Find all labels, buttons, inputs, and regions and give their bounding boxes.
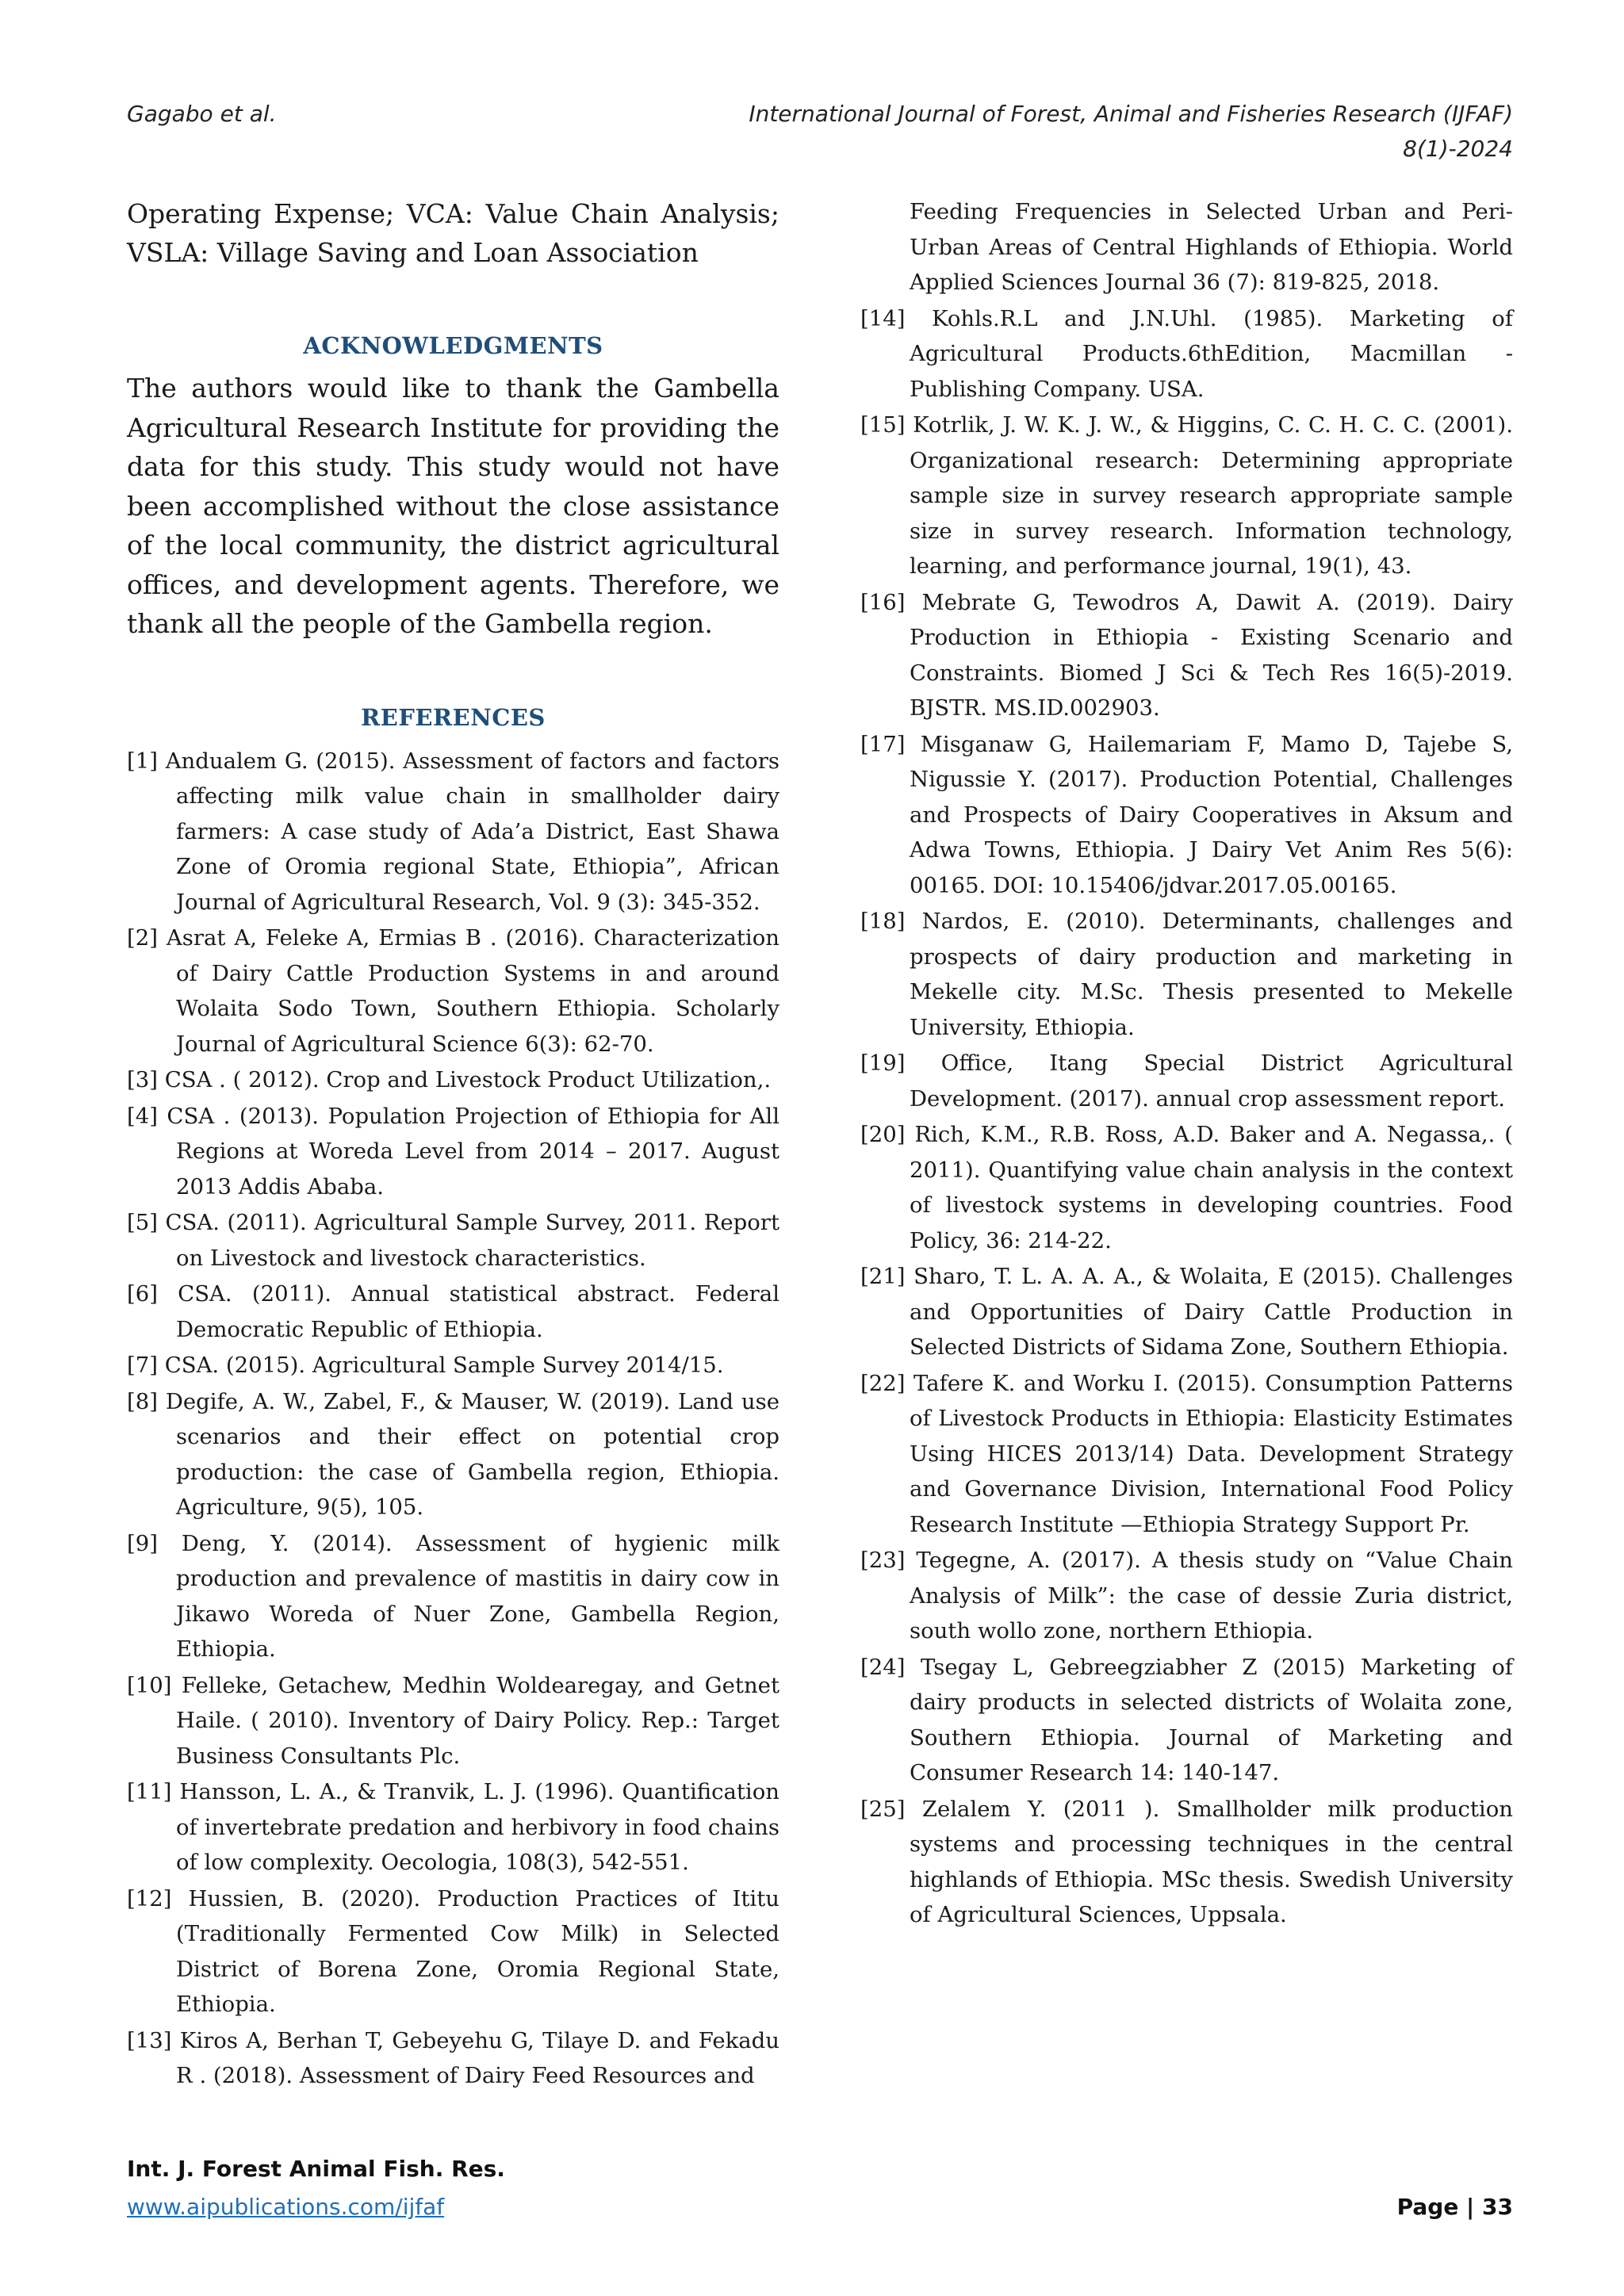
reference-list-right (860, 194, 1513, 1933)
reference-item: [20] Rich, K.M., R.B. Ross, A.D. Baker and A. Negassa,. ( 2011). Quantifying value chain analysis in the context of livestock systems in developing countries. Food Policy, 36: 214-22. (860, 1122, 1513, 1253)
reference-item: [9] Deng, Y. (2014). Assessment of hygienic milk production and prevalence of mastitis in dairy cow in Jikawo Woreda of Nuer Zone, Gambella Region, Ethiopia. (127, 1530, 779, 1662)
reference-item: [10] Felleke, Getachew, Medhin Woldearegay, and Getnet Haile. ( 2010). Inventory of Dairy Policy. Rep.: Target Business Consultants Plc. (127, 1672, 779, 1769)
reference-item: [21] Sharo, T. L. A. A. A., & Wolaita, E (2015). Challenges and Opportunities of Dairy Cattle Production in Selected Districts of Sidama Zone, Southern Ethiopia. (860, 1264, 1513, 1360)
reference-item: [17] Misganaw G, Hailemariam F, Mamo D, Tajebe S, Nigussie Y. (2017). Production Potential, Challenges and Prospects of Dairy Cooperatives in Aksum and Adwa Towns, Ethiopia. J Dairy Vet Anim Res 5(6): 00165. DOI: 10.15406/jdvar.2017.05.00165. (860, 731, 1513, 898)
acknowledgments-body: The authors would like to thank the Gambella Agricultural Research Institute for providing the data for this study. This study would not have been accomplished without the close assistance of the local community, the district agricultural offices, and development agents. Therefore, we thank all the people of the Gambella region. (127, 373, 779, 639)
reference-item: [14] Kohls.R.L and J.N.Uhl. (1985). Marketing of Agricultural Products.6thEdition, Macmillan - Publishing Company. USA. (860, 305, 1513, 402)
reference-item: [25] Zelalem Y. (2011 ). Smallholder milk production systems and processing techniques in the central highlands of Ethiopia. MSc thesis. Swedish University of Agricultural Sciences, Uppsala. (860, 1796, 1513, 1927)
reference-item: [12] Hussien, B. (2020). Production Practices of Ititu (Traditionally Fermented Cow Milk) in Selected District of Borena Zone, Oromia Regional State, Ethiopia. (127, 1885, 779, 2017)
left-column (127, 194, 779, 2095)
abbreviations-continued: Operating Expense; VCA: Value Chain Analysis; VSLA: Village Saving and Loan Association (127, 198, 779, 268)
journal-issue: 8(1)-2024 (1403, 136, 1513, 162)
reference-item: [15] Kotrlik, J. W. K. J. W., & Higgins, C. C. H. C. C. (2001). Organizational research: Determining appropriate sample size in survey research appropriate sample size in survey research. Information technology, learning, and performance journal, 19(1), 43. (860, 412, 1513, 579)
references-heading: REFERENCES (361, 703, 546, 731)
reference-item: [8] Degife, A. W., Zabel, F., & Mauser, W. (2019). Land use scenarios and their effect on potential crop production: the case of Gambella region, Ethiopia. Agriculture, 9(5), 105. (127, 1388, 779, 1520)
running-author: Gagabo et al. (127, 101, 277, 127)
reference-item: [13] Kiros A, Berhan T, Gebeyehu G, Tilaye D. and Fekadu R . (2018). Assessment of Dairy Feed Resources and (127, 2027, 779, 2088)
page-footer (127, 2150, 1513, 2226)
reference-item: [24] Tsegay L, Gebreegziabher Z (2015) Marketing of dairy products in selected districts of Wolaita zone, Southern Ethiopia. Journal of Marketing and Consumer Research 14: 140-147. (860, 1654, 1513, 1785)
reference-item: [23] Tegegne, A. (2017). A thesis study on “Value Chain Analysis of Milk”: the case of dessie Zuria district, south wollo zone, northern Ethiopia. (860, 1548, 1513, 1644)
acknowledgments-heading: ACKNOWLEDGMENTS (303, 332, 603, 359)
reference-item: [2] Asrat A, Feleke A, Ermias B . (2016). Characterization of Dairy Cattle Production Systems in and around Wolaita Sodo Town, Southern Ethiopia. Scholarly Journal of Agricultural Science 6(3): 62-70. (127, 925, 779, 1057)
journal-name: International Journal of Forest, Animal and Fisheries Research (IJFAF) (749, 101, 1513, 127)
reference-item: [7] CSA. (2015). Agricultural Sample Survey 2014/15. (127, 1353, 724, 1378)
reference-item: [1] Andualem G. (2015). Assessment of factors and factors affecting milk value chain in smallholder dairy farmers: A case study of Ada’a District, East Shawa Zone of Oromia regional State, Ethiopia”, African Journal of Agricultural Research, Vol. 9 (3): 345-352. (127, 748, 779, 915)
right-column (860, 194, 1513, 1934)
reference-item: [5] CSA. (2011). Agricultural Sample Survey, 2011. Report on Livestock and livestock characteristics. (127, 1210, 779, 1271)
reference-item: [18] Nardos, E. (2010). Determinants, challenges and prospects of dairy production and marketing in Mekelle city. M.Sc. Thesis presented to Mekelle University, Ethiopia. (860, 909, 1513, 1040)
reference-item: [16] Mebrate G, Tewodros A, Dawit A. (2019). Dairy Production in Ethiopia - Existing Scenario and Constraints. Biomed J Sci & Tech Res 16(5)-2019. BJSTR. MS.ID.002903. (860, 589, 1513, 721)
reference-item: [19] Office, Itang Special District Agricultural Development. (2017). annual crop assessment report. (860, 1050, 1513, 1112)
footer-journal-abbrev: Int. J. Forest Animal Fish. Res. (127, 2156, 505, 2182)
reference-item: [3] CSA . ( 2012). Crop and Livestock Product Utilization,. (127, 1067, 772, 1093)
reference-list-left (127, 744, 779, 2094)
reference-item-continued: Feeding Frequencies in Selected Urban and Peri-Urban Areas of Central Highlands of Ethiopia. World Applied Sciences Journal 36 (7): 819-825, 2018. (910, 199, 1513, 295)
running-journal-title (749, 97, 1513, 166)
reference-item: [11] Hansson, L. A., & Tranvik, L. J. (1996). Quantification of invertebrate predation and herbivory in food chains of low complexity. Oecologia, 108(3), 542-551. (127, 1779, 779, 1875)
page-number: Page | 33 (1396, 2194, 1513, 2220)
footer-url-link[interactable]: www.aipublications.com/ijfaf (127, 2194, 445, 2220)
reference-item: [6] CSA. (2011). Annual statistical abstract. Federal Democratic Republic of Ethiopia. (127, 1281, 779, 1342)
reference-item: [22] Tafere K. and Worku I. (2015). Consumption Patterns of Livestock Products in Ethiopia: Elasticity Estimates Using HICES 2013/14) Data. Development Strategy and Governance Division, International Food Policy Research Institute —Ethiopia Strategy Support Pr. (860, 1370, 1513, 1537)
reference-item: [4] CSA . (2013). Population Projection of Ethiopia for All Regions at Woreda Level from 2014 – 2017. August 2013 Addis Ababa. (127, 1103, 779, 1200)
